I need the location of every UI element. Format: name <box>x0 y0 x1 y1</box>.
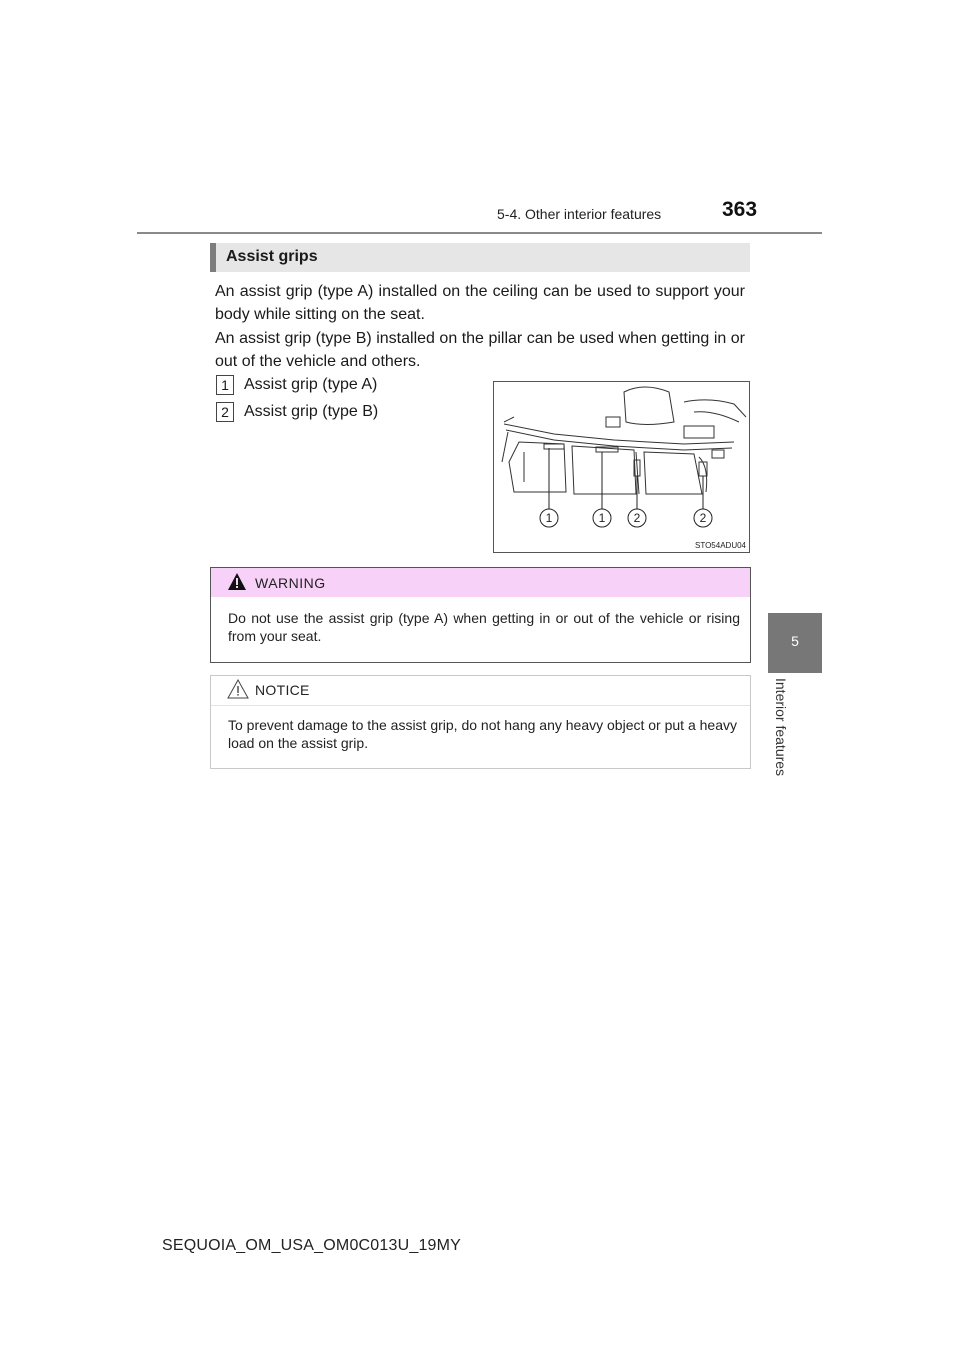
caution-triangle-icon <box>227 679 249 699</box>
notice-title: NOTICE <box>255 682 310 698</box>
warning-triangle-icon <box>227 572 247 591</box>
list-item <box>216 402 378 422</box>
section-heading <box>210 243 750 272</box>
document-id-footer: SEQUOIA_OM_USA_OM0C013U_19MY <box>162 1237 462 1254</box>
warning-title: WARNING <box>255 575 326 591</box>
chapter-number: 5 <box>791 633 799 649</box>
chapter-label: Interior features <box>773 678 789 777</box>
figure-code: STO54ADU04 <box>695 541 746 550</box>
page-number: 363 <box>722 198 758 221</box>
list-item-label: Assist grip (type A) <box>244 376 378 394</box>
list-marker: 2 <box>216 402 234 422</box>
figure-callout: 2 <box>699 511 707 525</box>
section-title: Assist grips <box>226 248 318 265</box>
running-header-section: 5-4. Other interior features <box>497 206 662 222</box>
notice-divider <box>211 705 750 706</box>
figure-callout: 1 <box>545 511 553 525</box>
chapter-tab <box>768 613 822 673</box>
notice-text: To prevent damage to the assist grip, do not hang any heavy object or put a heavy load on the assist grip. <box>228 717 737 751</box>
list-item-label: Assist grip (type B) <box>244 403 379 421</box>
interior-line-drawing <box>494 382 749 552</box>
notice-box <box>210 675 751 769</box>
list-marker: 1 <box>216 375 234 395</box>
list-item <box>216 375 377 395</box>
header-rule <box>137 232 822 234</box>
warning-text: Do not use the assist grip (type A) when getting in or out of the vehicle or rising from your seat. <box>228 610 740 644</box>
vehicle-interior-illustration <box>493 381 750 553</box>
body-paragraph: An assist grip (type A) installed on the ceiling can be used to support your body while sitting on the seat. <box>215 283 745 323</box>
figure-callout: 2 <box>633 511 641 525</box>
body-paragraph: An assist grip (type B) installed on the pillar can be used when getting in or out of the vehicle and others. <box>215 330 745 370</box>
figure-callout: 1 <box>598 511 606 525</box>
warning-box <box>210 567 751 663</box>
